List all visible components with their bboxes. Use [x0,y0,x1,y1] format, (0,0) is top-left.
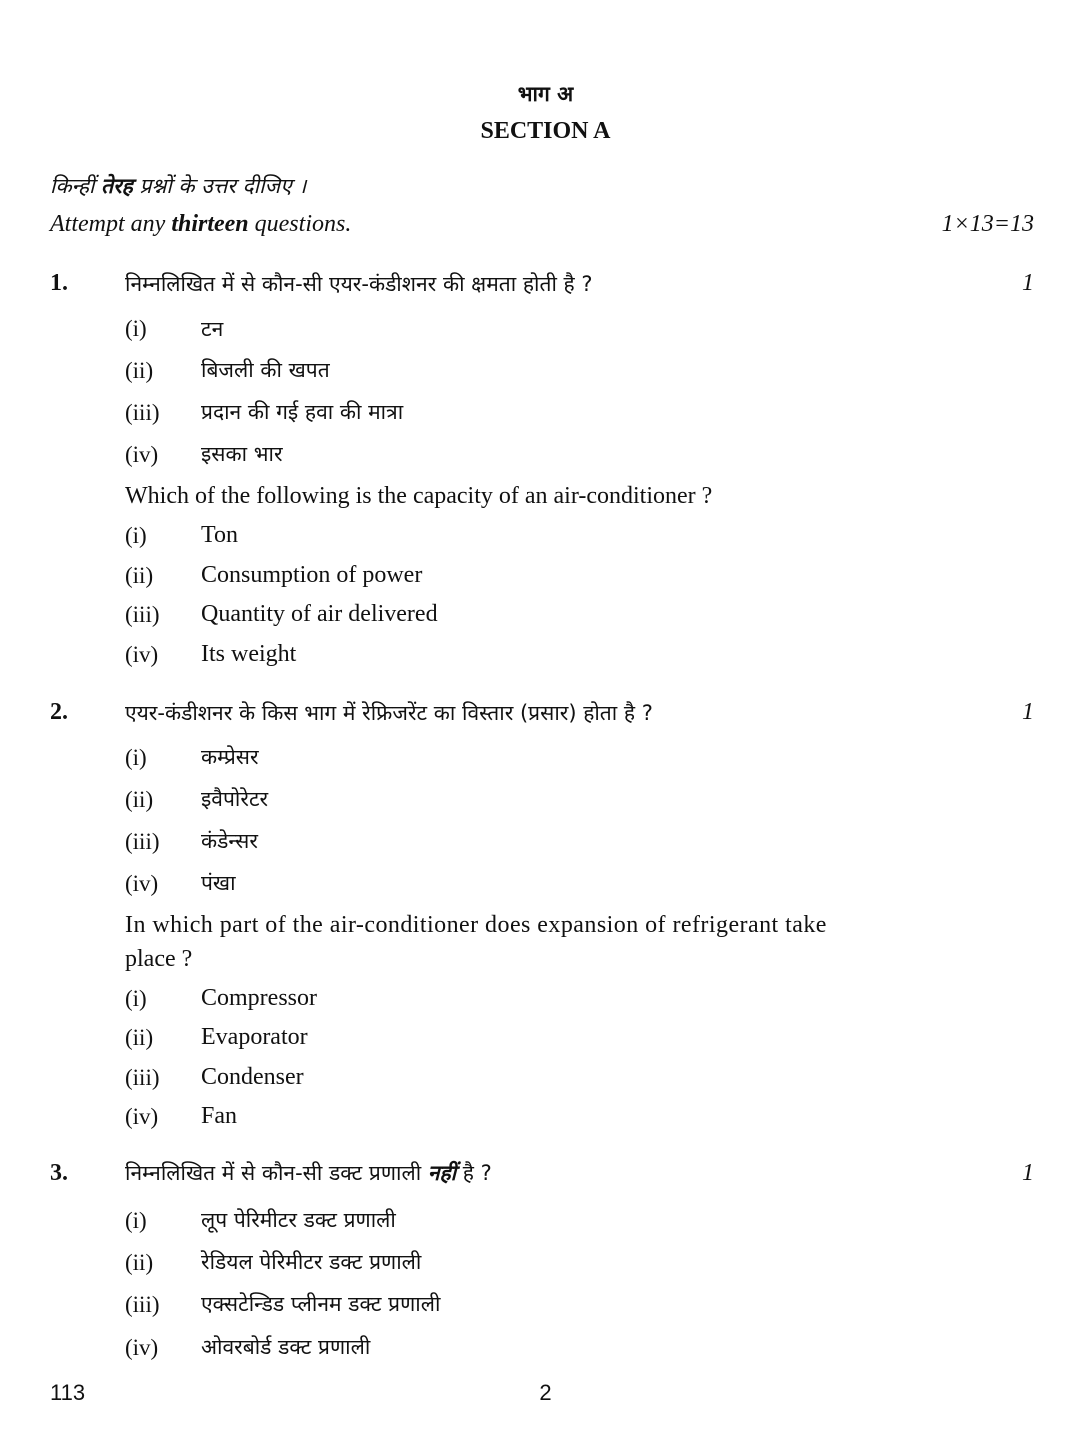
instruction-english-suffix: questions. [248,211,352,237]
question-1-marks: 1 [1022,270,1034,296]
question-3-hindi-text [125,1159,492,1187]
instruction-hindi-suffix: प्रश्नों के उत्तर दीजिए । [132,174,307,198]
q2-hi-option-4-label: (iv) [125,871,159,896]
q1-en-option-4-label: (iv) [125,642,159,667]
q3-hi-option-2-text: रेडियल पेरिमीटर डक्ट प्रणाली [201,1250,422,1274]
q1-en-option-3-text: Quantity of air delivered [201,601,438,627]
question-3-hindi-suffix: है ? [456,1161,492,1185]
question-3-number: 3. [50,1160,68,1186]
q2-en-option-3-text: Condenser [201,1064,304,1090]
q2-hi-option-2-label: (ii) [125,787,154,812]
question-1-english-text: Which of the following is the capacity of an air-conditioner ? [125,483,713,509]
q1-hi-option-3-text: प्रदान की गई हवा की मात्रा [201,400,404,424]
q3-hi-option-2-label: (ii) [125,1250,154,1275]
q1-en-option-2-text: Consumption of power [201,562,423,588]
instruction-english [50,211,351,238]
q2-hi-option-3-label: (iii) [125,829,160,854]
q2-hi-option-3-text: कंडेन्सर [201,829,258,853]
instruction-hindi-bold: तेरह [101,174,133,198]
page-number: 2 [539,1380,552,1405]
q2-en-option-2-label: (ii) [125,1025,154,1050]
part-title-hindi: भाग अ [517,82,574,106]
q1-hi-option-4-label: (iv) [125,442,159,467]
question-2-marks: 1 [1022,699,1034,725]
q2-en-option-4-text: Fan [201,1103,237,1129]
q3-hi-option-1-text: लूप पेरिमीटर डक्ट प्रणाली [201,1208,396,1232]
q1-en-option-1-text: Ton [201,522,238,548]
paper-code: 113 [50,1380,86,1405]
q2-en-option-3-label: (iii) [125,1065,160,1090]
question-3-hindi-prefix: निम्नलिखित में से कौन-सी डक्ट प्रणाली [125,1161,428,1185]
question-3-hindi-emphasis: नहीं [427,1161,457,1185]
question-3-marks: 1 [1022,1160,1034,1186]
question-2-english-text-line2: place ? [125,946,193,972]
instruction-english-bold: thirteen [171,211,249,237]
q2-hi-option-1-text: कम्प्रेसर [201,745,259,769]
q1-en-option-2-label: (ii) [125,563,154,588]
q2-en-option-1-text: Compressor [201,985,317,1011]
q1-hi-option-1-text: टन [201,317,224,341]
question-2-number: 2. [50,699,68,725]
instruction-english-prefix: Attempt any [50,211,172,237]
instruction-hindi [50,172,306,200]
section-marks: 1×13=13 [941,211,1034,237]
q1-en-option-4-text: Its weight [201,641,297,667]
q3-hi-option-3-text: एक्सटेन्डिड प्लीनम डक्ट प्रणाली [201,1292,441,1316]
q2-en-option-1-label: (i) [125,986,147,1011]
q1-en-option-3-label: (iii) [125,602,160,627]
q2-hi-option-2-text: इवैपोरेटर [201,787,269,811]
q2-en-option-4-label: (iv) [125,1104,159,1129]
section-title: SECTION A [480,118,611,144]
question-1-hindi-text: निम्नलिखित में से कौन-सी एयर-कंडीशनर की क्षमता होती है ? [125,272,593,296]
instruction-hindi-prefix: किन्हीं [50,174,102,198]
q1-en-option-1-label: (i) [125,523,147,548]
q3-hi-option-1-label: (i) [125,1208,147,1233]
q3-hi-option-4-text: ओवरबोर्ड डक्ट प्रणाली [201,1335,371,1359]
q1-hi-option-1-label: (i) [125,316,147,341]
q2-en-option-2-text: Evaporator [201,1024,308,1050]
q3-hi-option-3-label: (iii) [125,1292,160,1317]
question-2-hindi-text: एयर-कंडीशनर के किस भाग में रेफ्रिजरेंट का विस्तार (प्रसार) होता है ? [125,701,653,725]
question-1-number: 1. [50,270,68,296]
q1-hi-option-3-label: (iii) [125,400,160,425]
q1-hi-option-2-text: बिजली की खपत [201,358,330,382]
question-2-english-text-line1: In which part of the air-conditioner does expansion of refrigerant take [125,912,827,938]
q1-hi-option-4-text: इसका भार [201,442,283,466]
q2-hi-option-1-label: (i) [125,745,147,770]
q3-hi-option-4-label: (iv) [125,1335,159,1360]
q2-hi-option-4-text: पंखा [201,871,236,895]
q1-hi-option-2-label: (ii) [125,358,154,383]
